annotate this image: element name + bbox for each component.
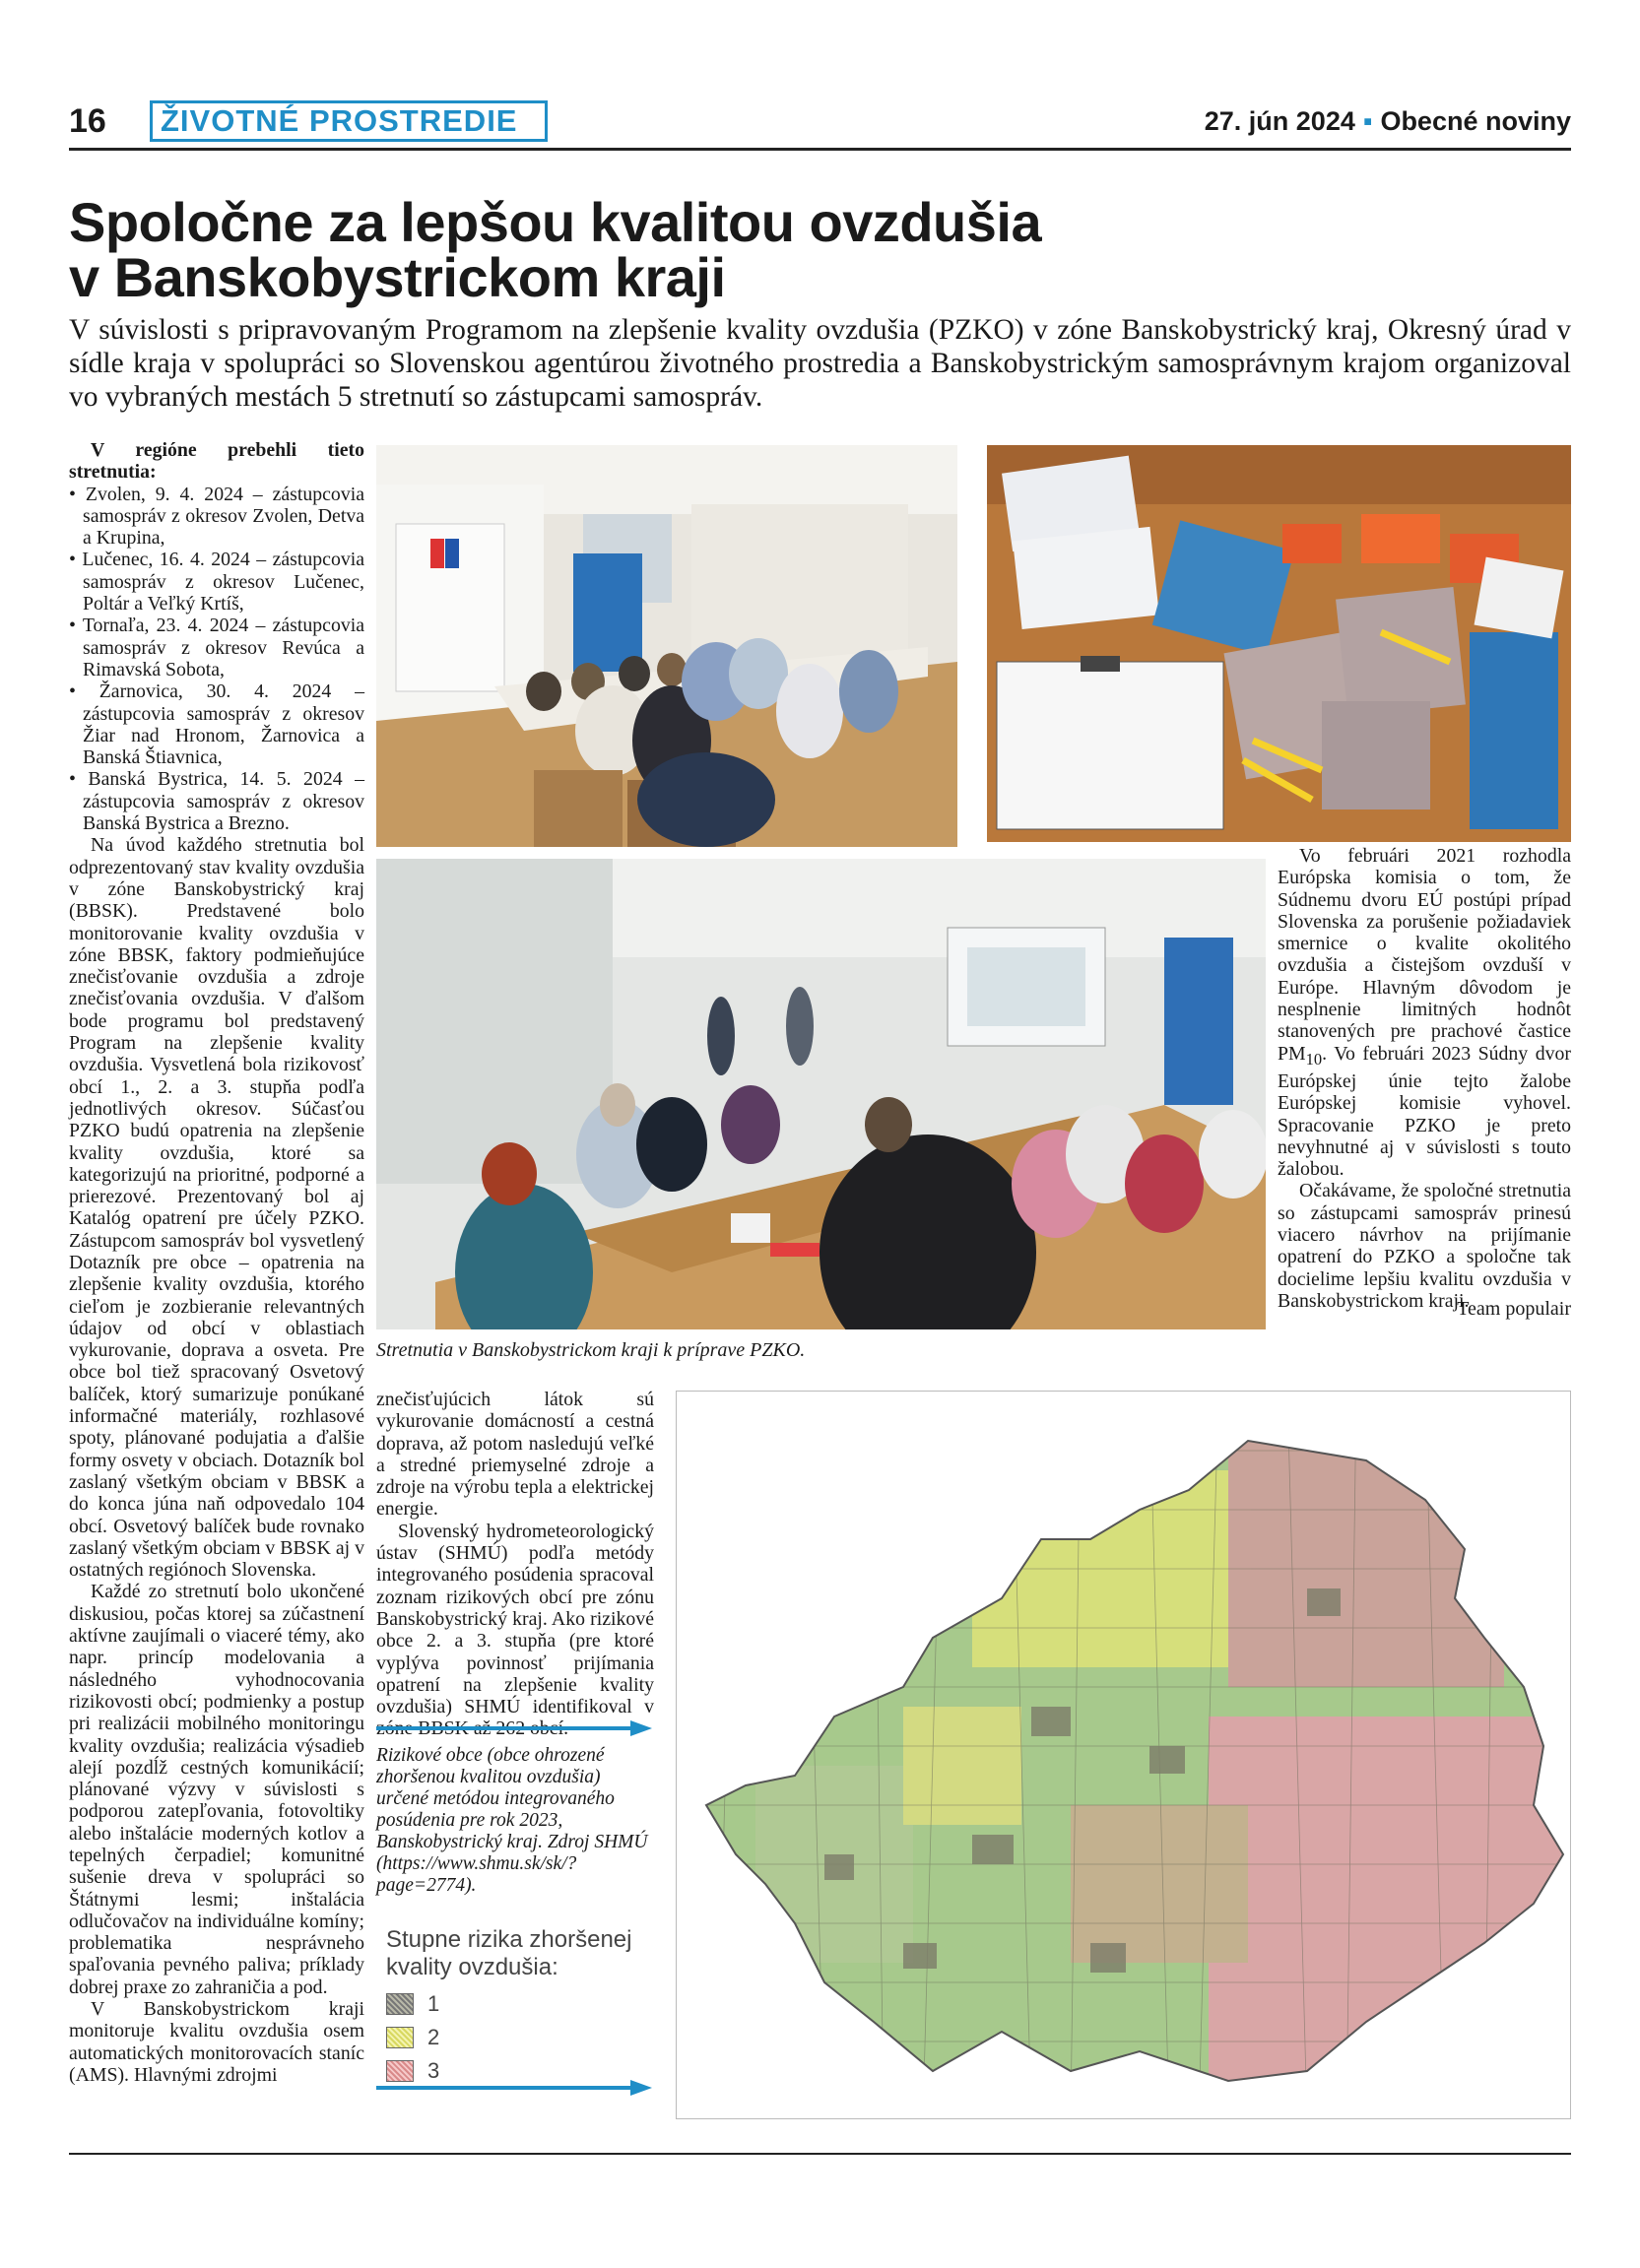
- middle-column: [376, 1389, 654, 1740]
- footer-rule: [69, 2153, 1571, 2155]
- meeting-item: • Žarnovica, 30. 4. 2024 – zástupcovia samospráv z okresov Žiar nad Hronom, Žarnovica a Banská Štiavnica,: [69, 680, 364, 768]
- meetings-list: [69, 484, 364, 835]
- article-lead: V súvislosti s pripravovaným Programom na zlepšenie kvality ovzdušia (PZKO) v zóne Banskobystrický kraj, Okresný úrad v sídle kraja v spolupráci so Slovenskou agentúrou životného prostredia a Banskobystrickým samosprávnym krajom organizoval vo vybraných mestách 5 stretnutí so zástupcami samospráv.: [69, 314, 1571, 413]
- article-title-line-1: Spoločne za lepšou kvalitou ovzdušia: [69, 191, 1042, 253]
- legend-title-line-1: Stupne rizika zhoršenej: [386, 1926, 632, 1953]
- meeting-item: • Banská Bystrica, 14. 5. 2024 – zástupcovia samospráv z okresov Banská Bystrica a Brezno.: [69, 768, 364, 834]
- meeting-room-photo: [376, 445, 957, 847]
- separator-icon: ▪: [1362, 106, 1373, 136]
- section-label: ŽIVOTNÉ PROSTREDIE: [150, 100, 548, 142]
- legend-label: 1: [427, 1991, 440, 2016]
- body-paragraph: Očakávame, že spoločné stretnutia so zástupcami samospráv prinesú viacero návrhov na prijímanie opatrení do PZKO a spoločne tak docielime lepšiu kvalitu ovzdušia v Banskobystrickom kraji.: [1278, 1180, 1571, 1312]
- body-paragraph: Slovenský hydrometeorologický ústav (SHMÚ) podľa metódy integrovaného posúdenia spracoval zoznam rizikových obcí pre zónu Banskobystrický kraj. Ako rizikové obce 2. a 3. stupňa (pre ktoré vyplýva povinnosť prijímania opatrení na zlepšenie kvality ovzdušia) SHMÚ identifikoval v zóne BBSK až 262 obcí.: [376, 1520, 654, 1740]
- meeting-item: • Tornaľa, 23. 4. 2024 – zástupcovia samospráv z okresov Revúca a Rimavská Sobota,: [69, 615, 364, 680]
- body-paragraph: V Banskobystrickom kraji monitoruje kvalitu ovzdušia osem automatických monitorovacích staníc (AMS). Hlavnými zdrojmi: [69, 1998, 364, 2086]
- meeting-item: • Zvolen, 9. 4. 2024 – zástupcovia samospráv z okresov Zvolen, Detva a Krupina,: [69, 484, 364, 550]
- body-paragraph: [1278, 845, 1571, 1180]
- legend-item-1: [386, 1987, 652, 2021]
- photo-caption: Stretnutia v Banskobystrickom kraji k príprave PZKO.: [376, 1339, 806, 1361]
- right-column: [1278, 845, 1571, 1312]
- left-column: [69, 439, 364, 2086]
- issue-info: [1205, 106, 1571, 137]
- article-title-line-2: v Banskobystrickom kraji: [69, 246, 726, 308]
- legend-swatch: [386, 2027, 414, 2048]
- materials-photo: [987, 445, 1571, 842]
- arrow-icon: [376, 2078, 654, 2096]
- map-legend: [386, 1926, 652, 2088]
- issue-date: 27. jún 2024: [1204, 106, 1355, 136]
- legend-label: 3: [427, 2058, 440, 2083]
- body-paragraph: znečisťujúcich látok sú vykurovanie domácností a cestná doprava, až potom nasledujú veľké a stredné priemyselné zdroje a zdroje na výrobu tepla a elektrickej energie.: [376, 1389, 654, 1521]
- article-title: [69, 191, 1546, 308]
- legend-label: 2: [427, 2025, 440, 2049]
- meeting-item: • Lučenec, 16. 4. 2024 – zástupcovia samospráv z okresov Lučenec, Poltár a Veľký Krtíš,: [69, 549, 364, 615]
- body-paragraph: Každé zo stretnutí bolo ukončené diskusiou, počas ktorej sa zúčastnení aktívne zaujímali o viaceré témy, ako napr. princíp modelovania a následného vyhodnocovania rizikovosti obcí; podmienky a postup pri realizácii mobilného monitoringu kvality ovzdušia; realizácia výsadieb alejí pozdĺž cestných komunikácií; plánované výzvy v súvislosti s podporou zatepľovania, fotovoltiky alebo inštalácie moderných kotlov a tepelných čerpadiel; komunitné sušenie dreva v spolupráci so Štátnymi lesmi; inštalácia odlučovačov na individuálne komíny; problematika nesprávneho spaľovania pevného paliva; príklady dobrej praxe zo zahraničia a pod.: [69, 1581, 364, 1998]
- body-paragraph: Na úvod každého stretnutia bol odprezentovaný stav kvality ovzdušia v zóne Banskobystrický kraj (BBSK). Predstavené bolo monitorovanie kvality ovzdušia v zóne BBSK, faktory podmieňujúce znečisťovanie ovzdušia a zdroje znečisťovania ovzdušia. V ďalšom bode programu bol predstavený Program na zlepšenie kvality ovzdušia. Vysvetlená bola rizikovosť obcí 1., 2. a 3. stupňa podľa jednotlivých okresov. Súčasťou PZKO budú opatrenia na zlepšenie kvality ovzdušia, ktoré sa kategorizujú na prioritné, podporné a prierezové. Prezentovaný bol aj Katalóg opatrení pre účely PZKO. Zástupcom samospráv bol vysvetlený Dotazník pre obce – opatrenia na zlepšenie kvality ovzdušia, ktorého cieľom je zozbieranie relevantných údajov od obcí v oblastiach vykurovanie, doprava a osveta. Pre obce bol tiež spracovaný Osvetový balíček, ktorý sumarizuje ponúkané informačné materiály, rozhlasové spoty, plánované podujatia a ďalšie formy osvety v obciach. Dotazník bol zaslaný všetkým obciam v BBSK a do konca júna naň odpovedalo 104 obcí. Osvetový balíček bude rovnako zaslaný všetkým obciam v BBSK aj v ostatných regiónoch Slovenska.: [69, 834, 364, 1582]
- legend-title-line-2: kvality ovzdušia:: [386, 1954, 558, 1980]
- legend-swatch: [386, 1993, 414, 2015]
- legend-item-2: [386, 2021, 652, 2054]
- header-rule: [69, 148, 1571, 151]
- arrow-icon: [376, 1718, 654, 1736]
- body-text: Vo februári 2021 rozhodla Európska komisia o tom, že Súdnemu dvoru EÚ postúpi prípad Slovenska za porušenie požiadaviek smernice o kvalite okolitého ovzdušia a čistejšom ovzduší v Európe. Hlavným dôvodom je nesplnenie limitných hodnôt stanovených pre prachové častice PM: [1278, 845, 1571, 1065]
- workshop-photo: [376, 859, 1266, 1329]
- author-signature: Team populair: [1457, 1298, 1571, 1320]
- body-text: . Vo februári 2023 Súdny dvor Európskej únie tejto žalobe Európskej komisie vyhovel. Spracovanie PZKO je preto nevyhnutné aj v súvislosti s touto žalobou.: [1278, 1042, 1571, 1181]
- risk-map: [676, 1391, 1571, 2119]
- page-number: 16: [69, 102, 106, 140]
- pm-subscript: 10: [1305, 1049, 1323, 1069]
- map-caption: Rizikové obce (obce ohrozené zhoršenou kvalitou ovzdušia) určené metódou integrovaného posúdenia pre rok 2023, Banskobystrický kraj. Zdroj SHMÚ (https://www.shmu.sk/sk/?page=2774).: [376, 1745, 648, 1896]
- publication-name: Obecné noviny: [1380, 106, 1571, 136]
- meetings-intro: V regióne prebehli tieto stretnutia:: [69, 439, 364, 484]
